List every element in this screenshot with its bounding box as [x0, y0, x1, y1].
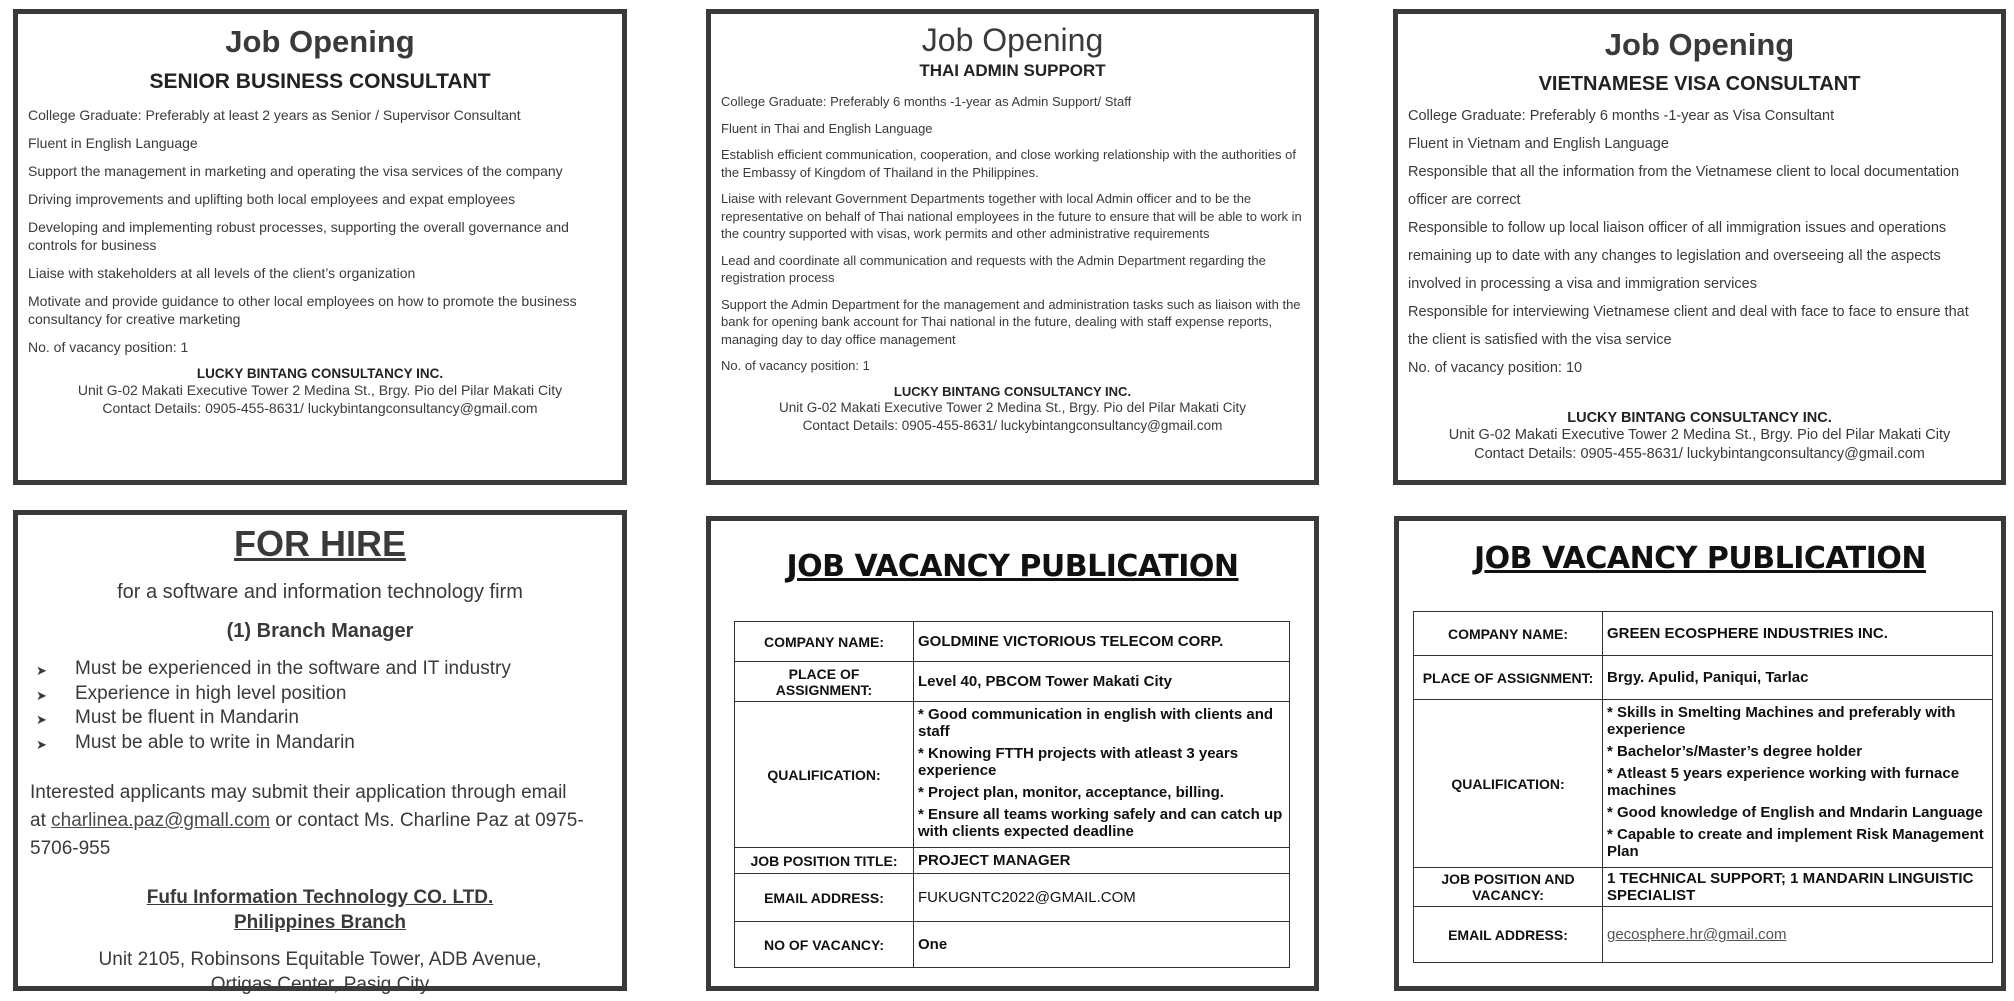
- card-title: Job Opening: [225, 24, 415, 59]
- list-item-text: Experience in high level position: [75, 682, 347, 704]
- table-row: [1414, 868, 1993, 907]
- list-item-text: Must be able to write in Mandarin: [75, 731, 355, 753]
- place-label: PLACE OF ASSIGNMENT:: [1414, 656, 1603, 700]
- arrow-bullet-icon: ➤: [36, 712, 47, 727]
- requirement-line: College Graduate: Preferably at least 2 years as Senior / Supervisor Consultant: [28, 107, 521, 123]
- job-opening-vietnamese-visa-consultant: [1393, 9, 2006, 485]
- position-title: THAI ADMIN SUPPORT: [919, 61, 1106, 80]
- table-row: [1414, 907, 1993, 963]
- company-name-line: Fufu Information Technology CO. LTD.: [146, 887, 494, 908]
- company-address: [30, 947, 610, 997]
- table-row: [735, 622, 1290, 662]
- requirement-line: College Graduate: Preferably 6 months -1-year as Admin Support/ Staff: [721, 94, 1132, 109]
- company-label: COMPANY NAME:: [735, 622, 914, 662]
- requirement-line: Responsible to follow up local liaison officer of all immigration issues and operations remaining up to date with any changes to legislation and overseeing all the aspects involved in processing a visa and immigration services: [1408, 220, 1947, 292]
- company-name: LUCKY BINTANG CONSULTANCY INC.: [893, 383, 1132, 399]
- requirement-line: Fluent in English Language: [28, 135, 198, 151]
- card-title: JOB VACANCY PUBLICATION: [786, 549, 1239, 584]
- vacancy-value: One: [914, 922, 1290, 968]
- company-value: GOLDMINE VICTORIOUS TELECOM CORP.: [914, 622, 1290, 662]
- position-title: VIETNAMESE VISA CONSULTANT: [1538, 73, 1861, 95]
- email-value: FUKUGNTC2022@GMAIL.COM: [914, 874, 1290, 922]
- company-name: LUCKY BINTANG CONSULTANCY INC.: [196, 366, 444, 381]
- requirement-line: Driving improvements and uplifting both local employees and expat employees: [28, 191, 516, 207]
- vacancy-count: No. of vacancy position: 1: [721, 358, 870, 373]
- apply-text: Interested applicants may submit their application through email: [30, 782, 567, 803]
- qualification-item: * Good communication in english with clients and staff: [918, 706, 1274, 740]
- email-link[interactable]: charlinea.paz@gmall.com: [51, 810, 271, 831]
- arrow-bullet-icon: ➤: [36, 736, 47, 752]
- position-label: JOB POSITION TITLE:: [735, 848, 914, 874]
- position-title: (1) Branch Manager: [226, 620, 414, 642]
- contact-details: Contact Details: 0905-455-8631/ luckybintangconsultancy@gmail.com: [1474, 446, 1925, 462]
- arrow-bullet-icon: ➤: [36, 663, 47, 678]
- contact-details: Contact Details: 0905-455-8631/ luckybintangconsultancy@gmail.com: [102, 400, 538, 416]
- card-title: FOR HIRE: [233, 523, 406, 564]
- job-vacancy-green-ecosphere: [1394, 516, 2006, 991]
- qualification-item: * Capable to create and implement Risk Management Plan: [1607, 826, 1984, 860]
- list-item-text: Must be experienced in the software and IT industry: [75, 658, 511, 679]
- vacancy-label: NO OF VACANCY:: [735, 922, 914, 968]
- requirement-line: Fluent in Thai and English Language: [721, 120, 933, 136]
- requirement-line: College Graduate: Preferably 6 months -1-year as Visa Consultant: [1408, 108, 1835, 124]
- list-item: [30, 657, 610, 682]
- place-value: Brgy. Apulid, Paniqui, Tarlac: [1603, 656, 1993, 700]
- requirement-line: Establish efficient communication, cooperation, and close working relationship with the authorities of the Embassy of Kingdom of Thailand in the Philippines.: [721, 147, 1296, 180]
- table-row: [1414, 612, 1993, 656]
- company-name: LUCKY BINTANG CONSULTANCY INC.: [1567, 410, 1832, 426]
- arrow-bullet-icon: ➤: [36, 687, 47, 703]
- place-value: Level 40, PBCOM Tower Makati City: [914, 662, 1290, 702]
- vacancy-table: [1413, 611, 1993, 963]
- requirement-line: Responsible for interviewing Vietnamese client and deal with face to face to ensure that the client is satisfied with the visa service: [1408, 304, 1969, 348]
- qualification-item: * Good knowledge of English and Mndarin Language: [1607, 804, 1983, 821]
- card-title: JOB VACANCY PUBLICATION: [1473, 541, 1927, 576]
- table-row: [735, 922, 1290, 968]
- email-value: [1603, 907, 1993, 963]
- table-row: [735, 702, 1290, 848]
- job-opening-thai-admin-support: [706, 9, 1319, 485]
- apply-contact: or contact Ms. Charline Paz at 0975-5706-955: [30, 810, 584, 859]
- table-row: [1414, 700, 1993, 868]
- company-address: Unit G-02 Makati Executive Tower 2 Medina St., Brgy. Pio del Pilar Makati City: [1448, 427, 1951, 443]
- card-title: Job Opening: [921, 22, 1104, 58]
- company-address: Unit G-02 Makati Executive Tower 2 Medina St., Brgy. Pio del Pilar Makati City: [779, 399, 1246, 415]
- email-link[interactable]: gecosphere.hr@gmail.com: [1607, 926, 1787, 943]
- company-name: [30, 885, 610, 935]
- table-row: [1414, 656, 1993, 700]
- card-subtitle: for a software and information technology firm: [117, 581, 523, 603]
- position-value: 1 TECHNICAL SUPPORT; 1 MANDARIN LINGUISTIC SPECIALIST: [1603, 868, 1993, 907]
- requirement-list: [30, 657, 610, 755]
- requirement-line: Motivate and provide guidance to other local employees on how to promote the business consultancy for creative marketing: [28, 293, 577, 327]
- company-branch-line: Philippines Branch: [233, 912, 407, 933]
- requirement-line: Responsible that all the information from the Vietnamese client to local documentation officer are correct: [1408, 164, 1960, 208]
- qualification-item: * Project plan, monitor, acceptance, billing.: [918, 784, 1224, 801]
- address-line: Unit 2105, Robinsons Equitable Tower, ADB Avenue,: [98, 949, 542, 970]
- requirement-line: Liaise with relevant Government Departments together with local Admin officer and to be the representative on behalf of Thai national employees in the future to ensure that will be able to work in the country supported with visas, work permits and other administrative requirements: [721, 191, 1302, 241]
- contact-details: Contact Details: 0905-455-8631/ luckybintangconsultancy@gmail.com: [802, 417, 1223, 433]
- requirement-line: Support the Admin Department for the management and administration tasks such as liaison with the bank for opening bank account for Thai national in the future, dealing with staff expense reports, managing day to day office management: [721, 296, 1301, 347]
- table-row: [735, 848, 1290, 874]
- position-value: PROJECT MANAGER: [914, 848, 1290, 874]
- list-item: [30, 731, 610, 756]
- requirement-line: Support the management in marketing and operating the visa services of the company: [28, 163, 563, 179]
- job-opening-senior-business-consultant: [13, 9, 627, 485]
- requirement-line: Liaise with stakeholders at all levels of the client’s organization: [28, 265, 416, 281]
- company-label: COMPANY NAME:: [1414, 612, 1603, 656]
- requirement-line: Lead and coordinate all communication and requests with the Admin Department regarding the registration process: [721, 252, 1266, 285]
- qualification-item: * Bachelor’s/Master’s degree holder: [1607, 743, 1863, 760]
- vacancy-table: [734, 621, 1290, 968]
- table-row: [735, 874, 1290, 922]
- email-label: EMAIL ADDRESS:: [735, 874, 914, 922]
- company-address: Unit G-02 Makati Executive Tower 2 Medina St., Brgy. Pio del Pilar Makati City: [77, 382, 563, 398]
- table-row: [735, 662, 1290, 702]
- requirement-line: Fluent in Vietnam and English Language: [1408, 136, 1669, 152]
- qualification-item: * Atleast 5 years experience working with furnace machines: [1607, 765, 1960, 799]
- apply-at: at: [30, 810, 52, 831]
- for-hire-branch-manager: [13, 510, 627, 995]
- vacancy-count: No. of vacancy position: 1: [28, 339, 189, 355]
- qualification-label: QUALIFICATION:: [1414, 700, 1603, 868]
- job-vacancy-goldmine: [706, 516, 1319, 991]
- qualification-value: [1603, 700, 1993, 868]
- company-value: GREEN ECOSPHERE INDUSTRIES INC.: [1603, 612, 1993, 656]
- qualification-label: QUALIFICATION:: [735, 702, 914, 848]
- qualification-item: * Skills in Smelting Machines and preferably with experience: [1607, 704, 1956, 738]
- address-line: Ortigas Center, Pasig City: [210, 974, 430, 995]
- application-instructions: [30, 779, 610, 863]
- email-label: EMAIL ADDRESS:: [1414, 907, 1603, 963]
- list-item: [30, 706, 610, 731]
- list-item-text: Must be fluent in Mandarin: [75, 707, 299, 728]
- place-label: PLACE OF ASSIGNMENT:: [735, 662, 914, 702]
- position-label: JOB POSITION AND VACANCY:: [1414, 868, 1603, 907]
- requirement-line: Developing and implementing robust processes, supporting the overall governance and controls for business: [28, 219, 569, 253]
- card-title: Job Opening: [1604, 27, 1795, 62]
- list-item: [30, 682, 610, 707]
- vacancy-count: No. of vacancy position: 10: [1408, 360, 1583, 376]
- qualification-item: * Ensure all teams working safely and can catch up with clients expected deadline: [918, 806, 1283, 840]
- qualification-item: * Knowing FTTH projects with atleast 3 years experience: [918, 745, 1239, 779]
- position-title: SENIOR BUSINESS CONSULTANT: [149, 70, 491, 93]
- qualification-value: [914, 702, 1290, 848]
